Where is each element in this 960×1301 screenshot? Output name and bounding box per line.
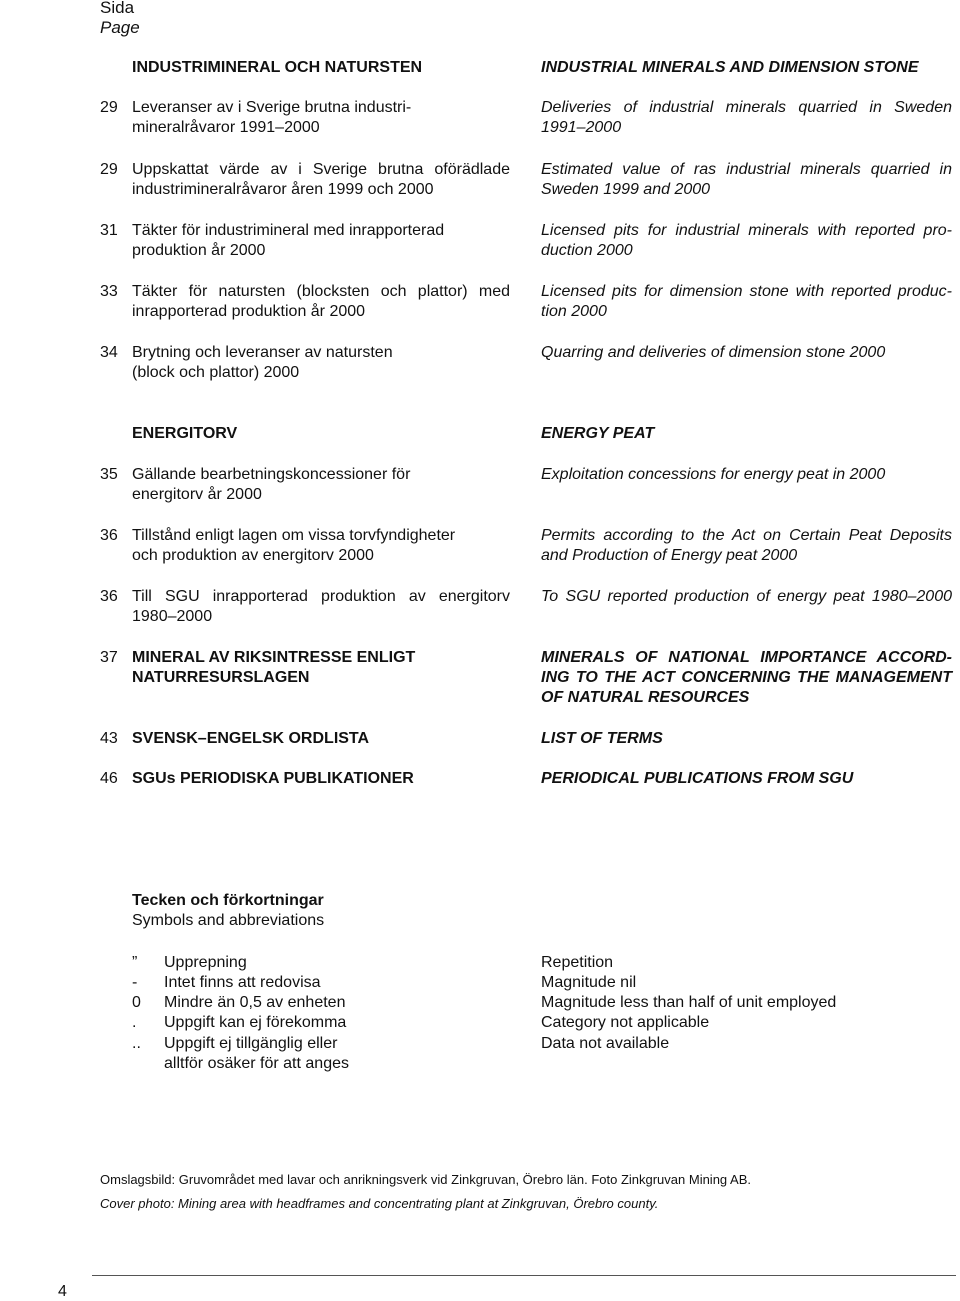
section-title-en: ENERGY PEAT (541, 425, 655, 442)
toc-entry-en-line: MINERALS OF NATIONAL IMPORTANCE ACCORD- (541, 649, 952, 666)
toc-entry-en-line: LIST OF TERMS (541, 730, 663, 747)
footer-rule (92, 1275, 956, 1276)
toc-entry-en-line: tion 2000 (541, 303, 607, 320)
toc-entry-en-line: Sweden 1999 and 2000 (541, 181, 711, 198)
symbol-desc-sv: Mindre än 0,5 av enheten (164, 994, 346, 1011)
symbol-mark: .. (132, 1035, 141, 1052)
toc-entry-en-line: Quarring and deliveries of dimension stone 2000 (541, 344, 886, 361)
toc-entry-sv-line: NATURRESURSLAGEN (132, 669, 310, 686)
toc-page-number: 43 (100, 730, 118, 747)
toc-entry-en-line: and Production of Energy peat 2000 (541, 547, 798, 564)
symbol-desc-sv: Uppgift kan ej förekomma (164, 1014, 347, 1031)
cover-caption-en: Cover photo: Mining area with headframes and concentrating plant at Zinkgruvan, Örebro county. (100, 1196, 659, 1211)
toc-entry-sv-line: Tillstånd enligt lagen om vissa torvfyndigheter (132, 527, 456, 544)
page-number: 4 (58, 1283, 67, 1300)
toc-page-number: 36 (100, 527, 118, 544)
toc-entry-sv-line: Brytning och leveranser av natursten (132, 344, 393, 361)
toc-entry-sv-line: energitorv år 2000 (132, 486, 262, 503)
toc-entry-en-line: Exploitation concessions for energy peat in 2000 (541, 466, 886, 483)
symbol-desc-en: Magnitude nil (541, 974, 637, 991)
toc-page-number: 33 (100, 283, 118, 300)
symbol-desc-en: Repetition (541, 954, 614, 971)
toc-entry-en-line: Licensed pits for dimension stone with reported produc- (541, 283, 952, 300)
toc-page-number: 46 (100, 770, 118, 787)
toc-entry-en-line: PERIODICAL PUBLICATIONS FROM SGU (541, 770, 854, 787)
section-title-en: INDUSTRIAL MINERALS AND DIMENSION STONE (541, 59, 919, 76)
toc-entry-sv-line: Gällande bearbetningskoncessioner för (132, 466, 411, 483)
toc-entry-en-line: Licensed pits for industrial minerals with reported pro- (541, 222, 952, 239)
section-title-sv: INDUSTRIMINERAL OCH NATURSTEN (132, 59, 423, 76)
toc-page-number: 31 (100, 222, 118, 239)
toc-entry-sv-line: inrapporterad produktion år 2000 (132, 303, 366, 320)
toc-entry-sv-line: Uppskattat värde av i Sverige brutna oförädlade (132, 161, 510, 178)
toc-entry-en-line: ING TO THE ACT CONCERNING THE MANAGEMENT (541, 669, 952, 686)
toc-page-number: 29 (100, 161, 118, 178)
toc-entry-en-line: To SGU reported production of energy peat 1980–2000 (541, 588, 952, 605)
toc-page-number: 29 (100, 99, 118, 116)
toc-entry-sv-line: produktion år 2000 (132, 242, 266, 259)
toc-page-number: 37 (100, 649, 118, 666)
toc-entry-sv-line: SGUs PERIODISKA PUBLIKATIONER (132, 770, 414, 787)
toc-entry-en-line: Estimated value of ras industrial minerals quarried in (541, 161, 952, 178)
toc-entry-en-line: Deliveries of industrial minerals quarried in Sweden (541, 99, 952, 116)
symbol-desc-en: Category not applicable (541, 1014, 710, 1031)
toc-entry-sv-line: (block och plattor) 2000 (132, 364, 300, 381)
toc-entry-sv-line: Täkter för natursten (blocksten och plattor) med (132, 283, 510, 300)
toc-entry-sv-line: och produktion av energitorv 2000 (132, 547, 374, 564)
symbol-mark: 0 (132, 994, 141, 1011)
section-title-sv: ENERGITORV (132, 425, 238, 442)
toc-entry-sv-line: industrimineralråvaror åren 1999 och 2000 (132, 181, 434, 198)
symbol-desc-sv: Upprepning (164, 954, 247, 971)
symbols-title-en: Symbols and abbreviations (132, 912, 325, 929)
toc-entry-en-line: duction 2000 (541, 242, 633, 259)
toc-entry-sv-line: MINERAL AV RIKSINTRESSE ENLIGT (132, 649, 416, 666)
symbol-desc-sv: Uppgift ej tillgänglig eller (164, 1035, 338, 1052)
toc-entry-sv-line: Täkter för industrimineral med inrapporterad (132, 222, 445, 239)
toc-entry-sv-line: Till SGU inrapporterad produktion av energitorv (132, 588, 510, 605)
toc-page-number: 34 (100, 344, 118, 361)
toc-entry-en-line: 1991–2000 (541, 119, 622, 136)
toc-entry-sv-line: 1980–2000 (132, 608, 213, 625)
symbol-mark: ” (132, 954, 138, 971)
symbol-desc-sv: Intet finns att redovisa (164, 974, 321, 991)
toc-entry-sv-line: mineralråvaror 1991–2000 (132, 119, 320, 136)
toc-page-number: 35 (100, 466, 118, 483)
header-sida: Sida (100, 0, 135, 17)
toc-page-number: 36 (100, 588, 118, 605)
symbol-desc-en: Data not available (541, 1035, 670, 1052)
symbol-desc-sv: alltför osäker för att anges (164, 1055, 349, 1072)
symbol-desc-en: Magnitude less than half of unit employed (541, 994, 837, 1011)
header-page: Page (100, 18, 140, 37)
symbol-mark: - (132, 974, 138, 991)
toc-entry-sv-line: Leveranser av i Sverige brutna industri- (132, 99, 412, 116)
symbols-title-sv: Tecken och förkortningar (132, 892, 324, 909)
toc-entry-sv-line: SVENSK–ENGELSK ORDLISTA (132, 730, 370, 747)
toc-entry-en-line: OF NATURAL RESOURCES (541, 689, 750, 706)
toc-entry-en-line: Permits according to the Act on Certain Peat Deposits (541, 527, 952, 544)
cover-caption-sv: Omslagsbild: Gruvområdet med lavar och anrikningsverk vid Zinkgruvan, Örebro län. Foto Zinkgruvan Mining AB. (100, 1172, 752, 1187)
symbol-mark: . (132, 1014, 137, 1031)
